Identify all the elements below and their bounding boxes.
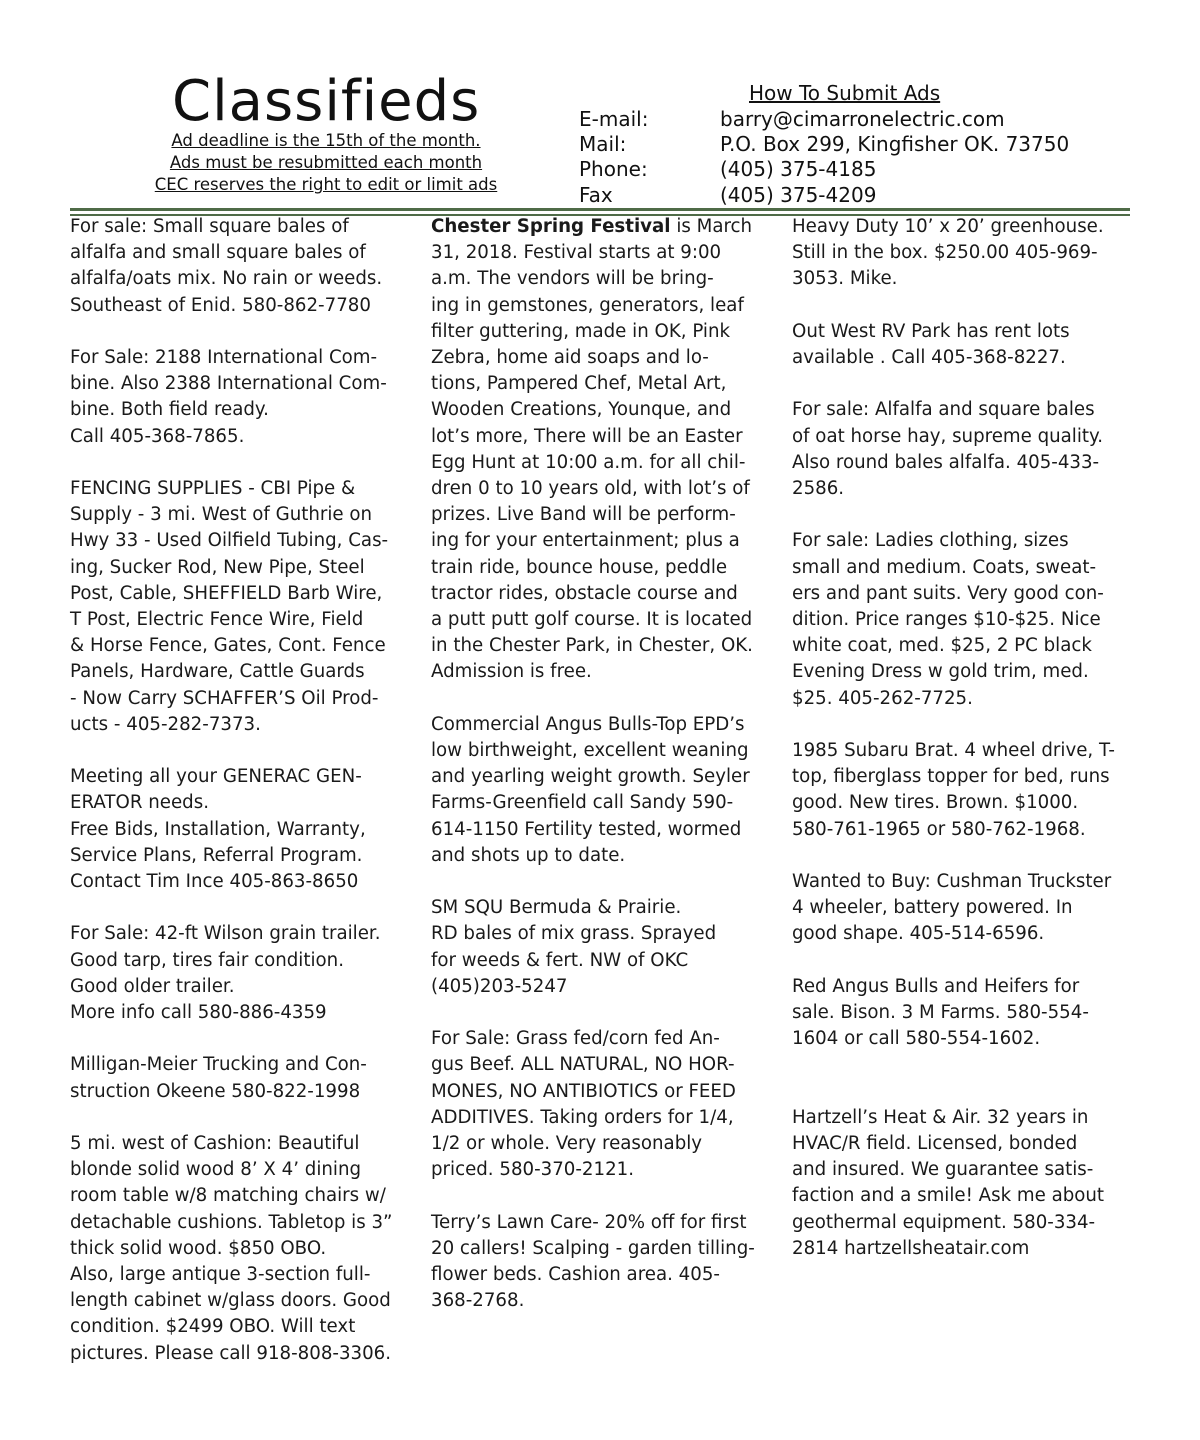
- classifieds-header: [0, 0, 1200, 215]
- classified-ad: [431, 712, 776, 869]
- ad-text-line: sale. Bison. 3 M Farms. 580-554-: [792, 1002, 1089, 1023]
- ad-text-line: Also, large antique 3-section full-: [70, 1264, 371, 1286]
- email-label: E-mail:: [579, 107, 649, 131]
- classified-ad: [431, 1210, 776, 1315]
- ad-text-line: T Post, Electric Fence Wire, Field: [70, 609, 364, 631]
- ad-text-line: and yearling weight growth. Seyler: [431, 766, 750, 788]
- ad-text-line: Milligan-Meier Trucking and Con-: [70, 1054, 367, 1076]
- ad-text-line: Supply - 3 mi. West of Guthrie on: [70, 504, 373, 526]
- ad-text-line: condition. $2499 OBO. Will text: [70, 1316, 356, 1338]
- classified-ad: [70, 214, 415, 319]
- ad-text-line: Zebra, home aid soaps and lo-: [431, 347, 709, 369]
- ad-text-line: 580-761-1965 or 580-762-1968.: [792, 818, 1086, 840]
- ad-text-line: small and medium. Coats, sweat-: [792, 556, 1097, 578]
- ad-text-line: HVAC/R field. Licensed, bonded: [792, 1132, 1078, 1154]
- ad-text-line: For Sale: 42-ft Wilson grain trailer.: [70, 923, 381, 945]
- ad-text-line: 2586.: [792, 478, 845, 499]
- ad-text-line: Heavy Duty 10’ x 20’ greenhouse.: [792, 216, 1104, 237]
- ad-text-line: for weeds & fert. NW of OKC: [431, 949, 689, 971]
- phone-value: (405) 375-4185: [720, 157, 877, 181]
- ad-text-line: (405)203-5247: [431, 975, 568, 997]
- ad-text-line: alfalfa/oats mix. No rain or weeds.: [70, 268, 383, 290]
- ad-text-line: and insured. We guarantee satis-: [792, 1159, 1094, 1181]
- ad-text-line: alfalfa and small square bales of: [70, 242, 366, 264]
- ad-lead-title: Chester Spring Festival: [431, 216, 671, 237]
- classified-ad: [792, 974, 1137, 1053]
- ad-text-line: Commercial Angus Bulls-Top EPD’s: [431, 713, 745, 735]
- phone-label: Phone:: [579, 157, 648, 181]
- ad-text-line: tions, Pampered Chef, Metal Art,: [431, 373, 727, 395]
- ad-text-line: 614-1150 Fertility tested, wormed: [431, 818, 742, 840]
- ad-text-line: Farms-Greenfield call Sandy 590-: [431, 792, 734, 814]
- ad-text-line: ADDITIVES. Taking orders for 1/4,: [431, 1106, 734, 1128]
- ad-text-line: bine. Also 2388 International Com-: [70, 373, 387, 395]
- ad-text-line: tractor rides, obstacle course and: [431, 582, 738, 604]
- ad-text-line: room table w/8 matching chairs w/: [70, 1185, 386, 1207]
- fax-value: (405) 375-4209: [720, 183, 877, 207]
- classified-ad: [70, 345, 415, 450]
- ad-text-line: a putt putt golf course. It is located: [431, 609, 753, 631]
- ad-text-line: Still in the box. $250.00 405-969-: [792, 242, 1098, 264]
- ad-text-line: Southeast of Enid. 580-862-7780: [70, 294, 371, 316]
- ad-text-line: top, fiberglass topper for bed, runs: [792, 766, 1110, 788]
- ads-column-3: [792, 214, 1137, 1288]
- classified-ad: [792, 319, 1137, 371]
- ad-text-line: 20 callers! Scalping - garden tilling-: [431, 1237, 755, 1259]
- submit-ads-heading: How To Submit Ads: [749, 81, 941, 105]
- ad-lead-line: [431, 214, 776, 240]
- classified-ad: [70, 1052, 415, 1104]
- ad-text-line: & Horse Fence, Gates, Cont. Fence: [70, 635, 386, 657]
- ad-text-line: Admission is free.: [431, 661, 592, 683]
- ad-text-line: Meeting all your GENERAC GEN-: [70, 766, 362, 788]
- ad-text-line: 5 mi. west of Cashion: Beautiful: [70, 1133, 360, 1155]
- ad-text-line: For Sale: Grass fed/corn fed An-: [431, 1028, 720, 1050]
- ads-column-1: [70, 214, 415, 1393]
- ad-lead-rest: is March: [670, 216, 753, 237]
- ad-text-line: 1604 or call 580-554-1602.: [792, 1028, 1041, 1050]
- ad-text-line: gus Beef. ALL NATURAL, NO HOR-: [431, 1054, 735, 1076]
- deadline-note: Ad deadline is the 15th of the month.: [171, 131, 481, 150]
- page-title: Classifieds: [172, 69, 481, 134]
- ad-text-line: dition. Price ranges $10-$25. Nice: [792, 609, 1101, 630]
- ad-text-line: SM SQU Bermuda & Prairie.: [431, 897, 682, 919]
- ad-text-line: RD bales of mix grass. Sprayed: [431, 923, 717, 945]
- classified-ad: [70, 1131, 415, 1367]
- ad-text-line: of oat horse hay, supreme quality.: [792, 425, 1103, 447]
- ad-text-line: ucts - 405-282-7373.: [70, 713, 261, 735]
- ad-text-line: Hartzell’s Heat & Air. 32 years in: [792, 1106, 1089, 1128]
- classified-ad: [792, 528, 1137, 711]
- ad-text-line: 3053. Mike.: [792, 268, 898, 290]
- classified-ad: [431, 1026, 776, 1183]
- ad-text-line: dren 0 to 10 years old, with lot’s of: [431, 478, 750, 500]
- resubmit-note: Ads must be resubmitted each month: [169, 153, 483, 172]
- ad-text-line: length cabinet w/glass doors. Good: [70, 1290, 391, 1312]
- edit-rights-note: CEC reserves the right to edit or limit ads: [154, 175, 498, 194]
- ad-text-line: thick solid wood. $850 OBO.: [70, 1237, 327, 1259]
- ad-text-line: Panels, Hardware, Cattle Guards: [70, 661, 365, 683]
- classified-ad: [431, 214, 776, 686]
- ad-text-line: Evening Dress w gold trim, med.: [792, 661, 1089, 683]
- ad-text-line: Red Angus Bulls and Heifers for: [792, 975, 1080, 997]
- ad-text-line: Egg Hunt at 10:00 a.m. for all chil-: [431, 451, 746, 473]
- ad-text-line: and shots up to date.: [431, 844, 626, 866]
- ad-text-line: train ride, bounce house, peddle: [431, 556, 728, 578]
- ad-text-line: in the Chester Park, in Chester, OK.: [431, 635, 753, 657]
- ad-text-line: 4 wheeler, battery powered. In: [792, 897, 1073, 919]
- ad-text-line: 1985 Subaru Brat. 4 wheel drive, T-: [792, 740, 1115, 761]
- ad-gap: [792, 1079, 1137, 1105]
- ad-text-line: $25. 405-262-7725.: [792, 687, 973, 709]
- ad-text-line: For sale: Small square bales of: [70, 216, 349, 237]
- ads-column-2: [431, 214, 776, 1341]
- classified-ad: [70, 476, 415, 738]
- ad-text-line: bine. Both field ready.: [70, 399, 269, 421]
- ad-text-line: For sale: Ladies clothing, sizes: [792, 530, 1069, 552]
- ad-text-line: blonde solid wood 8’ X 4’ dining: [70, 1159, 362, 1181]
- classified-ad: [792, 1105, 1137, 1262]
- mail-label: Mail:: [579, 132, 627, 156]
- ad-text-line: ERATOR needs.: [70, 792, 209, 814]
- ad-text-line: white coat, med. $25, 2 PC black: [792, 635, 1092, 657]
- classified-ad: [70, 921, 415, 1026]
- ad-text-line: faction and a smile! Ask me about: [792, 1185, 1105, 1207]
- ad-text-line: Good tarp, tires fair condition.: [70, 949, 344, 971]
- classified-ad: [792, 738, 1137, 843]
- ad-text-line: detachable cushions. Tabletop is 3”: [70, 1211, 393, 1233]
- classified-ad: [792, 214, 1137, 293]
- ad-text-line: For sale: Alfalfa and square bales: [792, 399, 1095, 421]
- ad-text-line: pictures. Please call 918-808-3306.: [70, 1342, 392, 1364]
- classified-ad: [431, 895, 776, 1000]
- ad-text-line: ing for your entertainment; plus a: [431, 530, 740, 552]
- ad-text-line: Service Plans, Referral Program.: [70, 844, 363, 866]
- ad-text-line: struction Okeene 580-822-1998: [70, 1080, 361, 1102]
- ad-text-line: Post, Cable, SHEFFIELD Barb Wire,: [70, 582, 383, 604]
- ad-text-line: good shape. 405-514-6596.: [792, 923, 1045, 945]
- ad-text-line: ers and pant suits. Very good con-: [792, 582, 1104, 604]
- ad-text-line: 31, 2018. Festival starts at 9:00: [431, 242, 722, 264]
- header-divider-top: [70, 208, 1130, 211]
- ad-text-line: filter guttering, made in OK, Pink: [431, 320, 731, 342]
- ad-text-line: Contact Tim Ince 405-863-8650: [70, 871, 359, 893]
- ad-text-line: More info call 580-886-4359: [70, 1002, 327, 1024]
- ad-text-line: Wooden Creations, Younque, and: [431, 399, 732, 421]
- ad-text-line: good. New tires. Brown. $1000.: [792, 792, 1079, 814]
- ad-text-line: available . Call 405-368-8227.: [792, 347, 1066, 368]
- ad-text-line: lot’s more, There will be an Easter: [431, 425, 743, 447]
- ad-text-line: a.m. The vendors will be bring-: [431, 268, 714, 290]
- ad-text-line: 368-2768.: [431, 1290, 525, 1312]
- ad-text-line: ing in gemstones, generators, leaf: [431, 294, 744, 316]
- ad-text-line: ing, Sucker Rod, New Pipe, Steel: [70, 556, 365, 578]
- ad-text-line: For Sale: 2188 International Com-: [70, 347, 378, 368]
- ad-text-line: Hwy 33 - Used Oilfield Tubing, Cas-: [70, 530, 389, 552]
- ad-text-line: low birthweight, excellent weaning: [431, 740, 749, 762]
- ad-text-line: flower beds. Cashion area. 405-: [431, 1264, 720, 1286]
- ad-text-line: Out West RV Park has rent lots: [792, 320, 1070, 342]
- ad-text-line: 1/2 or whole. Very reasonably: [431, 1133, 703, 1155]
- ad-text-line: geothermal equipment. 580-334-: [792, 1211, 1096, 1233]
- ad-text-line: Wanted to Buy: Cushman Truckster: [792, 871, 1112, 892]
- ad-text-line: - Now Carry SCHAFFER’S Oil Prod-: [70, 687, 379, 709]
- classified-ad: [792, 869, 1137, 948]
- ad-text-line: FENCING SUPPLIES - CBI Pipe &: [70, 478, 356, 499]
- email-value[interactable]: barry@cimarronelectric.com: [720, 107, 1005, 131]
- classified-ad: [70, 764, 415, 895]
- fax-label: Fax: [579, 183, 613, 207]
- ad-text-line: Also round bales alfalfa. 405-433-: [792, 451, 1100, 473]
- ad-text-line: Good older trailer.: [70, 975, 235, 997]
- ad-text-line: 2814 hartzellsheatair.com: [792, 1237, 1030, 1259]
- ad-text-line: Call 405-368-7865.: [70, 425, 245, 447]
- mail-value: P.O. Box 299, Kingfisher OK. 73750: [720, 132, 1070, 156]
- ad-text-line: Free Bids, Installation, Warranty,: [70, 818, 366, 840]
- ad-text-line: prizes. Live Band will be perform-: [431, 504, 736, 526]
- classified-ad: [792, 397, 1137, 502]
- ad-text-line: priced. 580-370-2121.: [431, 1159, 634, 1181]
- ad-text-line: Terry’s Lawn Care- 20% off for first: [431, 1211, 747, 1233]
- ad-text-line: MONES, NO ANTIBIOTICS or FEED: [431, 1080, 736, 1102]
